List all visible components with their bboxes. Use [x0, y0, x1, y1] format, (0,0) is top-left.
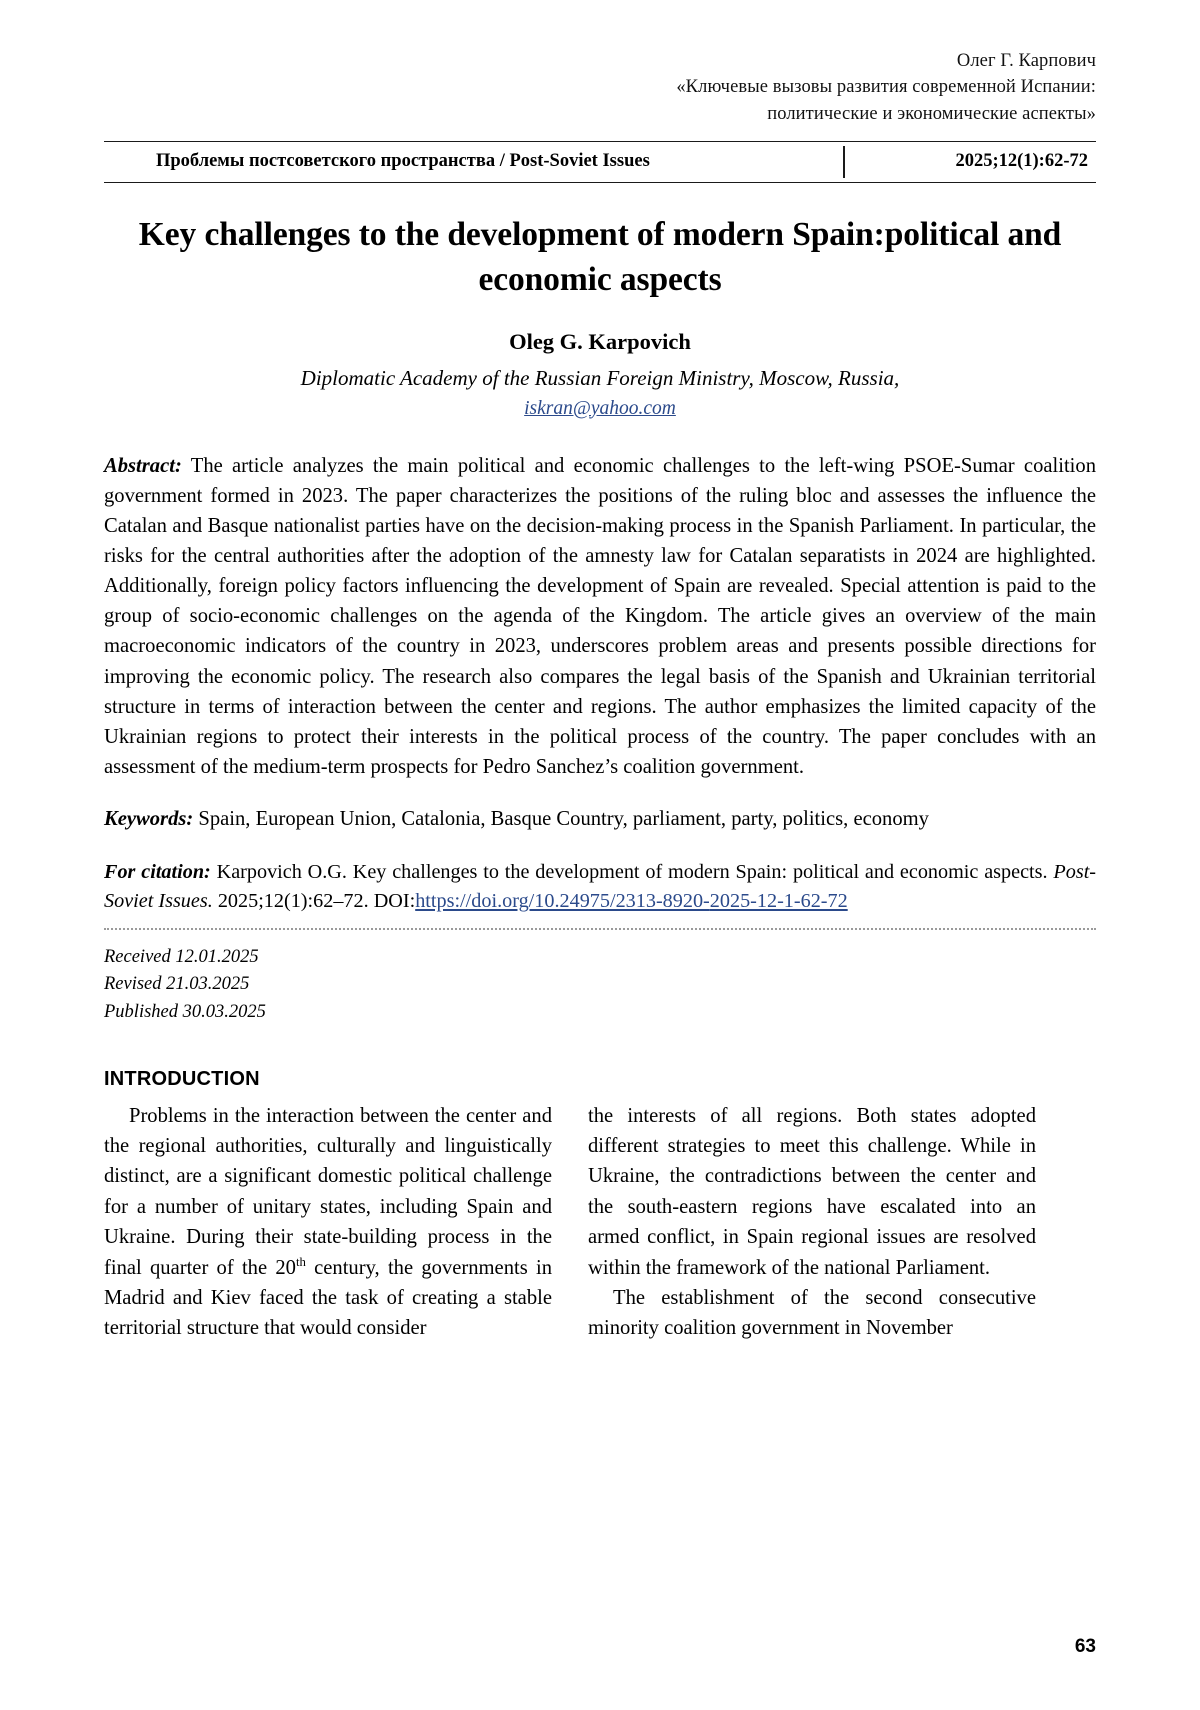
section-divider [104, 928, 1096, 930]
abstract-text: The article analyzes the main political and economic challenges to the left-wing PSOE-Sumar coalition government formed in 2023. The paper characterizes the positions of the ruling bloc and assesses the influence the Catalan and Basque nationalist parties have on the decision-making process in the Spanish Parliament. In particular, the risks for the central authorities after the adoption of the amnesty law for Catalan separatists in 2024 are highlighted. Additionally, foreign policy factors influencing the development of Spain are revealed. Special attention is paid to the group of socio-economic challenges on the agenda of the Kingdom. The article gives an overview of the main macroeconomic indicators of the country in 2023, underscores problem areas and presents possible directions for improving the economic policy. The research also compares the legal basis of the Spanish and Ukrainian territorial structure in terms of interaction between the center and regions. The author emphasizes the limited capacity of the Ukrainian regions to protect their interests in the political process of the country. The paper concludes with an assessment of the medium-term prospects for Pedro Sanchez’s coalition government. [104, 454, 1096, 779]
article-dates [104, 944, 1096, 1026]
running-head-title-line1: «Ключевые вызовы развития современной Испании: [676, 77, 1096, 98]
body-column-right [588, 1101, 1036, 1344]
paragraph-text-b: century, the governments in Madrid and Kiev faced the task of creating a stable territorial structure that would consider [104, 1256, 552, 1340]
abstract-label: Abstract: [104, 454, 182, 477]
date-published: Published 30.03.2025 [104, 1001, 266, 1022]
page-number: 63 [1074, 1636, 1096, 1657]
citation-label: For citation: [104, 861, 211, 884]
citation-doi-line2[interactable]: 2025-12-1-62-72 [709, 890, 848, 913]
date-received: Received 12.01.2025 [104, 947, 259, 968]
citation-journal: Post-Soviet Issues. [104, 861, 1097, 913]
keywords-paragraph [104, 804, 1096, 834]
citation-text-part2: 2025;12(1):62–72. DOI: [217, 890, 416, 913]
date-revised: Revised 21.03.2025 [104, 974, 250, 995]
running-head [104, 48, 1096, 127]
citation-text-part1: Karpovich O.G. Key challenges to the development of modern Spain: political and economic aspects. [216, 861, 1048, 884]
ordinal-suffix: th [295, 1254, 306, 1269]
author-email-link[interactable]: iskran@yahoo.com [524, 397, 676, 419]
running-head-title-line2: политические и экономические аспекты» [767, 103, 1096, 124]
citation-paragraph [104, 858, 1096, 916]
paragraph: the interests of all regions. Both states adopted different strategies to meet this challenge. While in Ukraine, the contradictions between the center and the south-eastern regions have escalated into an armed conflict, in Spain regional issues are resolved within the framework of the national Parliament. [588, 1104, 1036, 1279]
journal-name: Проблемы постсоветского пространства / Post-Soviet Issues [156, 151, 650, 172]
body-column-left [104, 1101, 552, 1344]
journal-issue: 2025;12(1):62-72 [955, 151, 1088, 172]
author-affiliation: Diplomatic Academy of the Russian Foreign Ministry, Moscow, Russia, [300, 365, 900, 390]
citation-doi-line1[interactable]: https://doi.org/10.24975/2313-8920- [415, 890, 710, 913]
keywords-text: Spain, European Union, Catalonia, Basque Country, parliament, party, politics, economy [198, 808, 929, 831]
journal-bar-divider [843, 146, 845, 178]
author-name: Oleg G. Karpovich [509, 328, 691, 354]
paragraph [104, 1101, 552, 1344]
abstract-paragraph [104, 451, 1096, 783]
paragraph: The establishment of the second consecutive minority coalition government in November [588, 1286, 1036, 1340]
journal-bar [104, 141, 1096, 183]
keywords-label: Keywords: [104, 808, 194, 831]
author-email[interactable] [104, 398, 1096, 420]
section-heading-introduction: INTRODUCTION [104, 1067, 260, 1090]
paragraph-text-a: Problems in the interaction between the center and the regional authorities, culturally and linguistically distinct, are a significant domestic political challenge for a number of unitary states, including Spain and Ukraine. During their state-building process in the final quarter of the 20 [104, 1104, 552, 1279]
page-title: Key challenges to the development of modern Spain:political and economic aspects [138, 215, 1062, 298]
body-columns [104, 1101, 1096, 1344]
running-head-author: Олег Г. Карпович [956, 51, 1096, 71]
